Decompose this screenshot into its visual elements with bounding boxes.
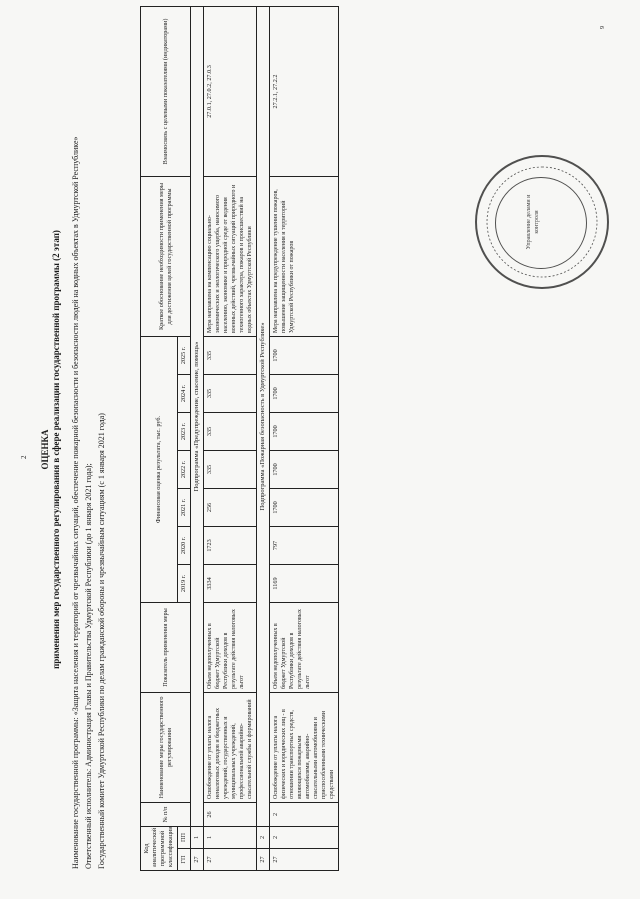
table-cell: 335	[204, 374, 257, 412]
header-year: 2025 г.	[178, 336, 191, 374]
table-cell: 335	[204, 450, 257, 488]
table-cell: 1	[204, 826, 257, 848]
table-cell: 27.2.1, 27.2.2	[270, 6, 339, 176]
table-cell: 797	[270, 526, 339, 564]
header-year: 2021 г.	[178, 488, 191, 526]
table-cell: 1700	[270, 336, 339, 374]
table-cell: 1169	[270, 564, 339, 602]
header-num: № п/п	[141, 802, 191, 826]
title-line-2: применения мер государственного регулирования в сфере реализации государственной программы (2 этап)	[51, 230, 61, 669]
table-cell: 256	[204, 488, 257, 526]
official-stamp	[475, 155, 609, 289]
header-justification: Краткое обоснование необходимости применения меры для достижения целей государственной программы	[141, 176, 191, 336]
corner-mark: 9	[600, 26, 606, 29]
header-relation: Взаимосвязь с целевыми показателями (индикаторами)	[141, 6, 191, 176]
table-cell: 1700	[270, 412, 339, 450]
measures-table	[140, 6, 339, 871]
table-cell: Объем недополученных в бюджет Удмуртской Республики доходов в результате действия налоговых льгот	[204, 602, 257, 692]
header-gp: ГП	[178, 849, 191, 871]
header-year: 2024 г.	[178, 374, 191, 412]
document-meta	[70, 29, 109, 869]
table-cell: Мера направлена на компенсацию социально-экономических и экологического ущерба, наносимого населению, экономике и природной среде от ведения военных действий, чрезвычайных ситуаций природного и техногенного характера, пожаров и происшествий на водных объектах Удмуртской Республики	[204, 176, 257, 336]
table-cell: 27	[204, 849, 257, 871]
table-cell: 26	[204, 802, 257, 826]
subprogram-title: Подпрограмма «Предупреждение, спасение, помощь»	[191, 6, 204, 826]
table-cell: 1723	[204, 526, 257, 564]
stamp-inner-ring	[495, 177, 587, 269]
table-cell: 335	[204, 336, 257, 374]
title-line-1: ОЦЕНКА	[40, 429, 50, 470]
table-cell: 27	[270, 849, 339, 871]
header-year: 2020 г.	[178, 526, 191, 564]
table-cell: 27.0.1, 27.0.2, 27.0.3	[204, 6, 257, 176]
table-cell: Объем недополученных в бюджет Удмуртской Республики доходов в результате действия налоговых льгот	[270, 602, 339, 692]
table-cell: 2	[270, 802, 339, 826]
table-cell: Мера направлена на предупреждение тушения пожаров, повышение защищенности населения и территорий Удмуртской Республики от пожаров	[270, 176, 339, 336]
table-cell: 1700	[270, 374, 339, 412]
table-cell: 27	[257, 849, 270, 871]
program-name: Наименование государственной программы: «Защита населения и территорий от чрезвычайных ситуаций, обеспечение пожарной безопасности и безопасности людей на водных объектах в Удмуртской Республике»	[71, 136, 80, 869]
header-indicator: Показатель применения меры	[141, 602, 191, 692]
header-finance: Финансовая оценка результата, тыс. руб.	[141, 336, 178, 602]
header-measure: Наименование меры государственного регулирования	[141, 692, 191, 802]
table-cell: 1700	[270, 488, 339, 526]
table-row	[204, 6, 257, 870]
subprogram-title: Подпрограмма «Пожарная безопасность в Удмуртской Республике»	[257, 6, 270, 826]
page-number: 2	[20, 455, 28, 459]
table-cell: 2	[270, 826, 339, 848]
table-cell: Освобождение от уплаты налога неналоговых доходов и бюджетных учреждений, государственных и муниципальных учреждений, профессиональной аварийно-спасательной службы и формирований	[204, 692, 257, 802]
table-cell: 335	[204, 412, 257, 450]
table-row	[270, 6, 339, 870]
table-cell: 2	[257, 826, 270, 848]
stamp-text: Управление делами и контроля	[526, 194, 540, 250]
header-pp: ПП	[178, 826, 191, 848]
executor: Ответственный исполнитель: Администрация Главы и Правительства Удмуртской Республики (до 1 января 2021 года);	[84, 463, 93, 869]
table-cell: 3334	[204, 564, 257, 602]
table-cell: 1	[191, 826, 204, 848]
header-year: 2023 г.	[178, 412, 191, 450]
table-cell: 1700	[270, 450, 339, 488]
executor-2: Государственный комитет Удмуртской Республики по делам гражданской обороны и чрезвычайным ситуациям (с 1 января 2021 года)	[97, 413, 106, 869]
header-code: Код аналитической программной классификации	[141, 826, 178, 870]
document-title	[40, 0, 62, 899]
header-year: 2019 г.	[178, 564, 191, 602]
table-cell: Освобождение от уплаты налога физических и юридических лиц - в отношении транспортных средств, являющихся пожарными автомобилями, аварийно-спасательными автомобилями и приспособленными техническими средствами	[270, 692, 339, 802]
header-year: 2022 г.	[178, 450, 191, 488]
table-cell: 27	[191, 849, 204, 871]
